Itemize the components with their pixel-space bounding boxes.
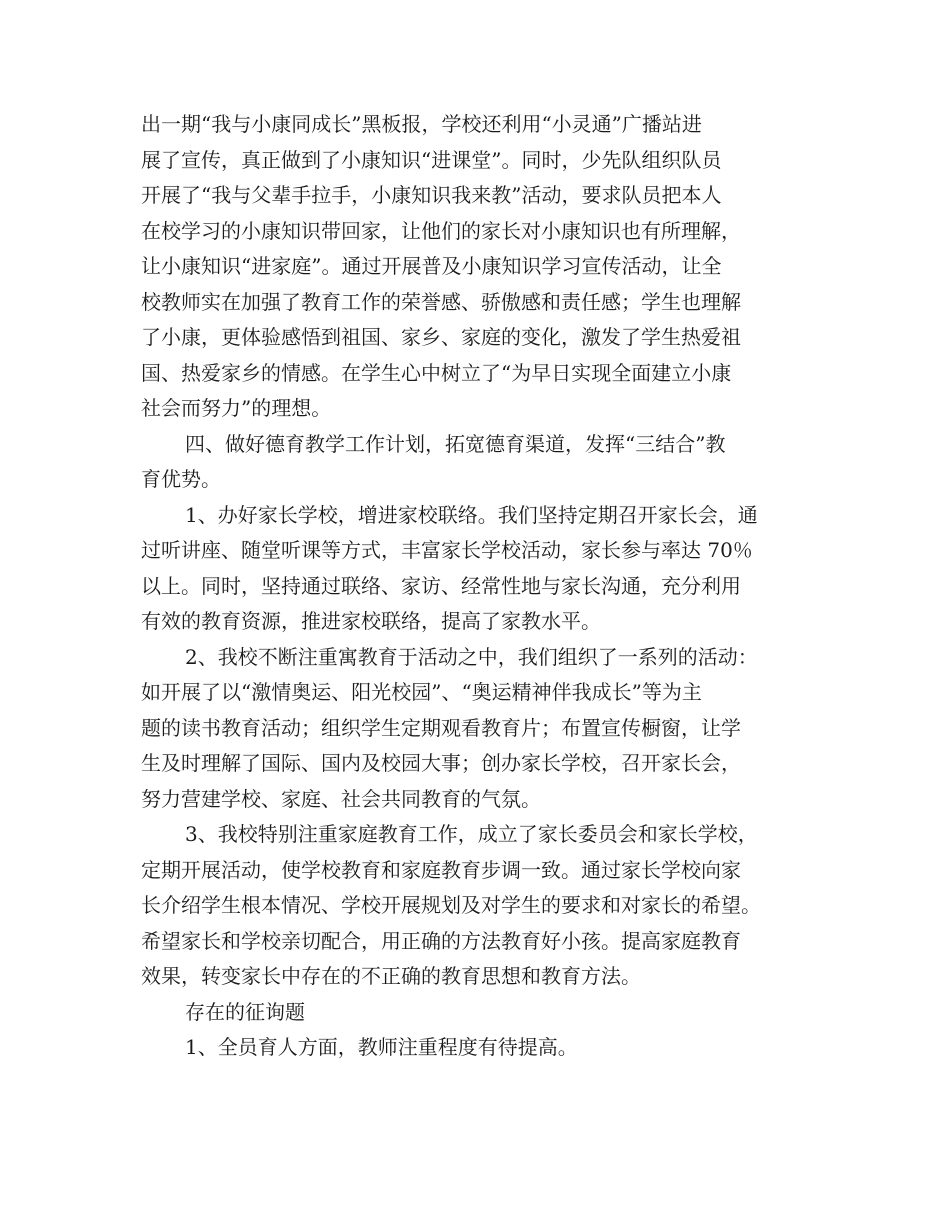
text-line: 2、我校不断注重寓教育于活动之中，我们组织了一系列的活动： [185, 644, 758, 669]
text-line: 3、我校特别注重家庭教育工作，成立了家长委员会和家长学校， [185, 822, 758, 846]
document-body [141, 107, 813, 1066]
text-line: 让小康知识“进家庭”。通过开展普及小康知识学习宣传活动，让全 [141, 254, 722, 278]
text-line: 希望家长和学校亲切配合，用正确的方法教育好小孩。提高家庭教育 [141, 928, 741, 953]
text-line: 四、做好德育教学工作计划，拓宽德育渠道，发挥“三结合”教 [185, 431, 726, 456]
text-line: 社会而努力”的理想。 [141, 396, 332, 420]
text-line: 了小康，更体验感悟到祖国、家乡、家庭的变化，激发了学生热爱祖 [141, 325, 741, 349]
text-line: 如开展了以“激情奥运、阳光校园”、“奥运精神伴我成长”等为主 [141, 680, 702, 704]
text-line: 国、热爱家乡的情感。在学生心中树立了“为早日实现全面建立小康 [141, 360, 732, 385]
text-line: 校教师实在加强了教育工作的荣誉感、骄傲感和责任感；学生也理解 [141, 289, 741, 314]
text-line: 定期开展活动，使学校教育和家庭教育步调一致。通过家长学校向家 [141, 857, 741, 882]
text-line: 育优势。 [141, 467, 221, 491]
text-line: 1、全员育人方面，教师注重程度有待提高。 [185, 1035, 578, 1059]
text-line: 开展了“我与父辈手拉手，小康知识我来教”活动，要求队员把本人 [141, 183, 722, 207]
text-line: 出一期“我与小康同成长”黑板报，学校还利用“小灵通”广播站进 [141, 112, 702, 136]
text-line: 1、办好家长学校，增进家校联络。我们坚持定期召开家长会，通 [185, 502, 758, 527]
text-line: 过听讲座、随堂听课等方式，丰富家长学校活动，家长参与率达 70％ [141, 538, 753, 562]
text-line: 以上。同时，坚持通过联络、家访、经常性地与家长沟通，充分利用 [141, 573, 741, 598]
text-line: 效果，转变家长中存在的不正确的教育思想和教育方法。 [141, 964, 641, 988]
text-line: 生及时理解了国际、国内及校园大事；创办家长学校，召开家长会， [141, 751, 741, 775]
text-line: 长介绍学生根本情况、学校开展规划及对学生的要求和对家长的希望。 [141, 893, 761, 917]
text-line: 在校学习的小康知识带回家，让他们的家长对小康知识也有所理解， [141, 218, 741, 243]
text-line: 展了宣传，真正做到了小康知识“进课堂”。同时，少先队组织队员 [141, 147, 722, 172]
text-line: 题的读书教育活动；组织学生定期观看教育片；布置宣传橱窗，让学 [141, 715, 741, 740]
text-line: 努力营建学校、家庭、社会共同教育的气氛。 [141, 786, 541, 811]
text-line: 存在的征询题 [185, 999, 305, 1024]
text-line: 有效的教育资源，推进家校联络，提高了家教水平。 [141, 609, 601, 633]
